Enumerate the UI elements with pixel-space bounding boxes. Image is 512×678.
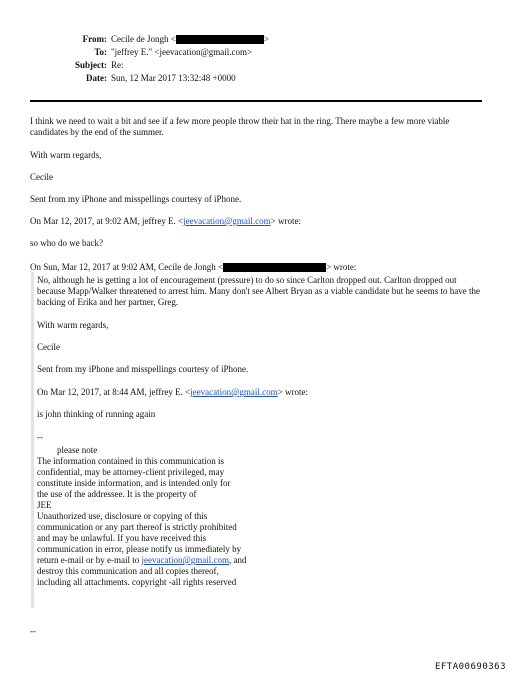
disclaimer-line: including all attachments. copyright -all rights reserved: [37, 577, 237, 587]
attribution-text: On Mar 12, 2017, at 9:02 AM, jeffrey E. <: [30, 216, 184, 226]
subject-label: Subject:: [75, 60, 107, 70]
disclaimer: [37, 456, 367, 588]
from-label: From:: [82, 34, 107, 44]
quote-attribution: [30, 216, 482, 227]
to-row: [30, 46, 290, 59]
signature: Cecile: [37, 342, 60, 352]
email-link[interactable]: jeevacation@gmail.com: [190, 387, 278, 397]
attribution-text: On Mar 12, 2017, at 8:44 AM, jeffrey E. <: [37, 387, 191, 397]
quote-attribution: [30, 262, 482, 273]
disclaimer-text: , and: [228, 555, 247, 565]
disclaimer-line: communication in error, please notify us immediately by: [37, 544, 242, 554]
attribution-tail: > wrote:: [326, 262, 357, 272]
disclaimer-line: The information contained in this communication is: [37, 456, 224, 466]
body-paragraph: I think we need to wait a bit and see if a few more people throw their hat in the ring. There maybe a few more viable candidates by the end of the summer.: [30, 116, 450, 137]
subject-value: Re:: [111, 60, 124, 70]
closing: With warm regards,: [37, 320, 109, 330]
quote-bar: [31, 272, 34, 608]
attribution-tail: > wrote:: [270, 216, 301, 226]
email-header: [30, 33, 290, 85]
subject-row: [30, 59, 290, 72]
header-divider: [30, 100, 482, 102]
disclaimer-line: JEE: [37, 500, 52, 510]
redaction-bar: [176, 35, 264, 44]
email-link[interactable]: jeevacation@gmail.com: [141, 555, 229, 565]
disclaimer-line: Unauthorized use, disclosure or copying of this: [37, 511, 208, 521]
attribution-text: On Sun, Mar 12, 2017 at 9:02 AM, Cecile de Jongh <: [30, 262, 224, 272]
signature-separator: --: [37, 432, 43, 442]
attribution-tail: > wrote:: [277, 387, 308, 397]
to-label: To:: [94, 47, 107, 57]
from-value: Cecile de Jongh <: [111, 34, 176, 44]
footer-separator: --: [30, 626, 36, 636]
quoted-message: is john thinking of running again: [37, 409, 156, 419]
disclaimer-line: constitute inside information, and is intended only for: [37, 478, 231, 488]
quoted-paragraph: No, although he is getting a lot of encouragement (pressure) to do so since Carlton dropped out. Carlton dropped out because Mapp/Walker threatened to arrest him. Many don't see Albert Bryan as a viable candidate but he seems to have the backing of Erika and her partner, Greg.: [37, 275, 480, 307]
signature: Cecile: [30, 172, 53, 182]
please-note: please note: [57, 445, 98, 455]
sent-from-line: Sent from my iPhone and misspellings courtesy of iPhone.: [30, 194, 242, 204]
disclaimer-text: return e-mail or by e-mail to: [37, 555, 142, 565]
sent-from-line: Sent from my iPhone and misspellings courtesy of iPhone.: [37, 364, 249, 374]
quote-attribution: [37, 387, 482, 398]
date-value: Sun, 12 Mar 2017 13:32:48 +0000: [111, 73, 236, 83]
date-label: Date:: [86, 73, 107, 83]
quoted-message: so who do we back?: [30, 238, 103, 248]
disclaimer-line: confidential, may be attorney-client privileged, may: [37, 467, 225, 477]
from-row: [30, 33, 290, 46]
redaction-bar: [223, 263, 326, 272]
disclaimer-line: communication or any part thereof is strictly prohibited: [37, 522, 237, 532]
date-row: [30, 72, 290, 85]
to-value: "jeffrey E." <jeevacation@gmail.com>: [111, 47, 253, 57]
disclaimer-line: the use of the addressee. It is the property of: [37, 489, 197, 499]
from-tail: >: [263, 34, 269, 44]
closing: With warm regards,: [30, 150, 102, 160]
disclaimer-line: [37, 555, 367, 566]
email-link[interactable]: jeevacation@gmail.com: [183, 216, 271, 226]
bates-number: EFTA00690363: [434, 662, 506, 672]
disclaimer-line: destroy this communication and all copies thereof,: [37, 566, 219, 576]
disclaimer-line: and may be unlawful. If you have received this: [37, 533, 207, 543]
